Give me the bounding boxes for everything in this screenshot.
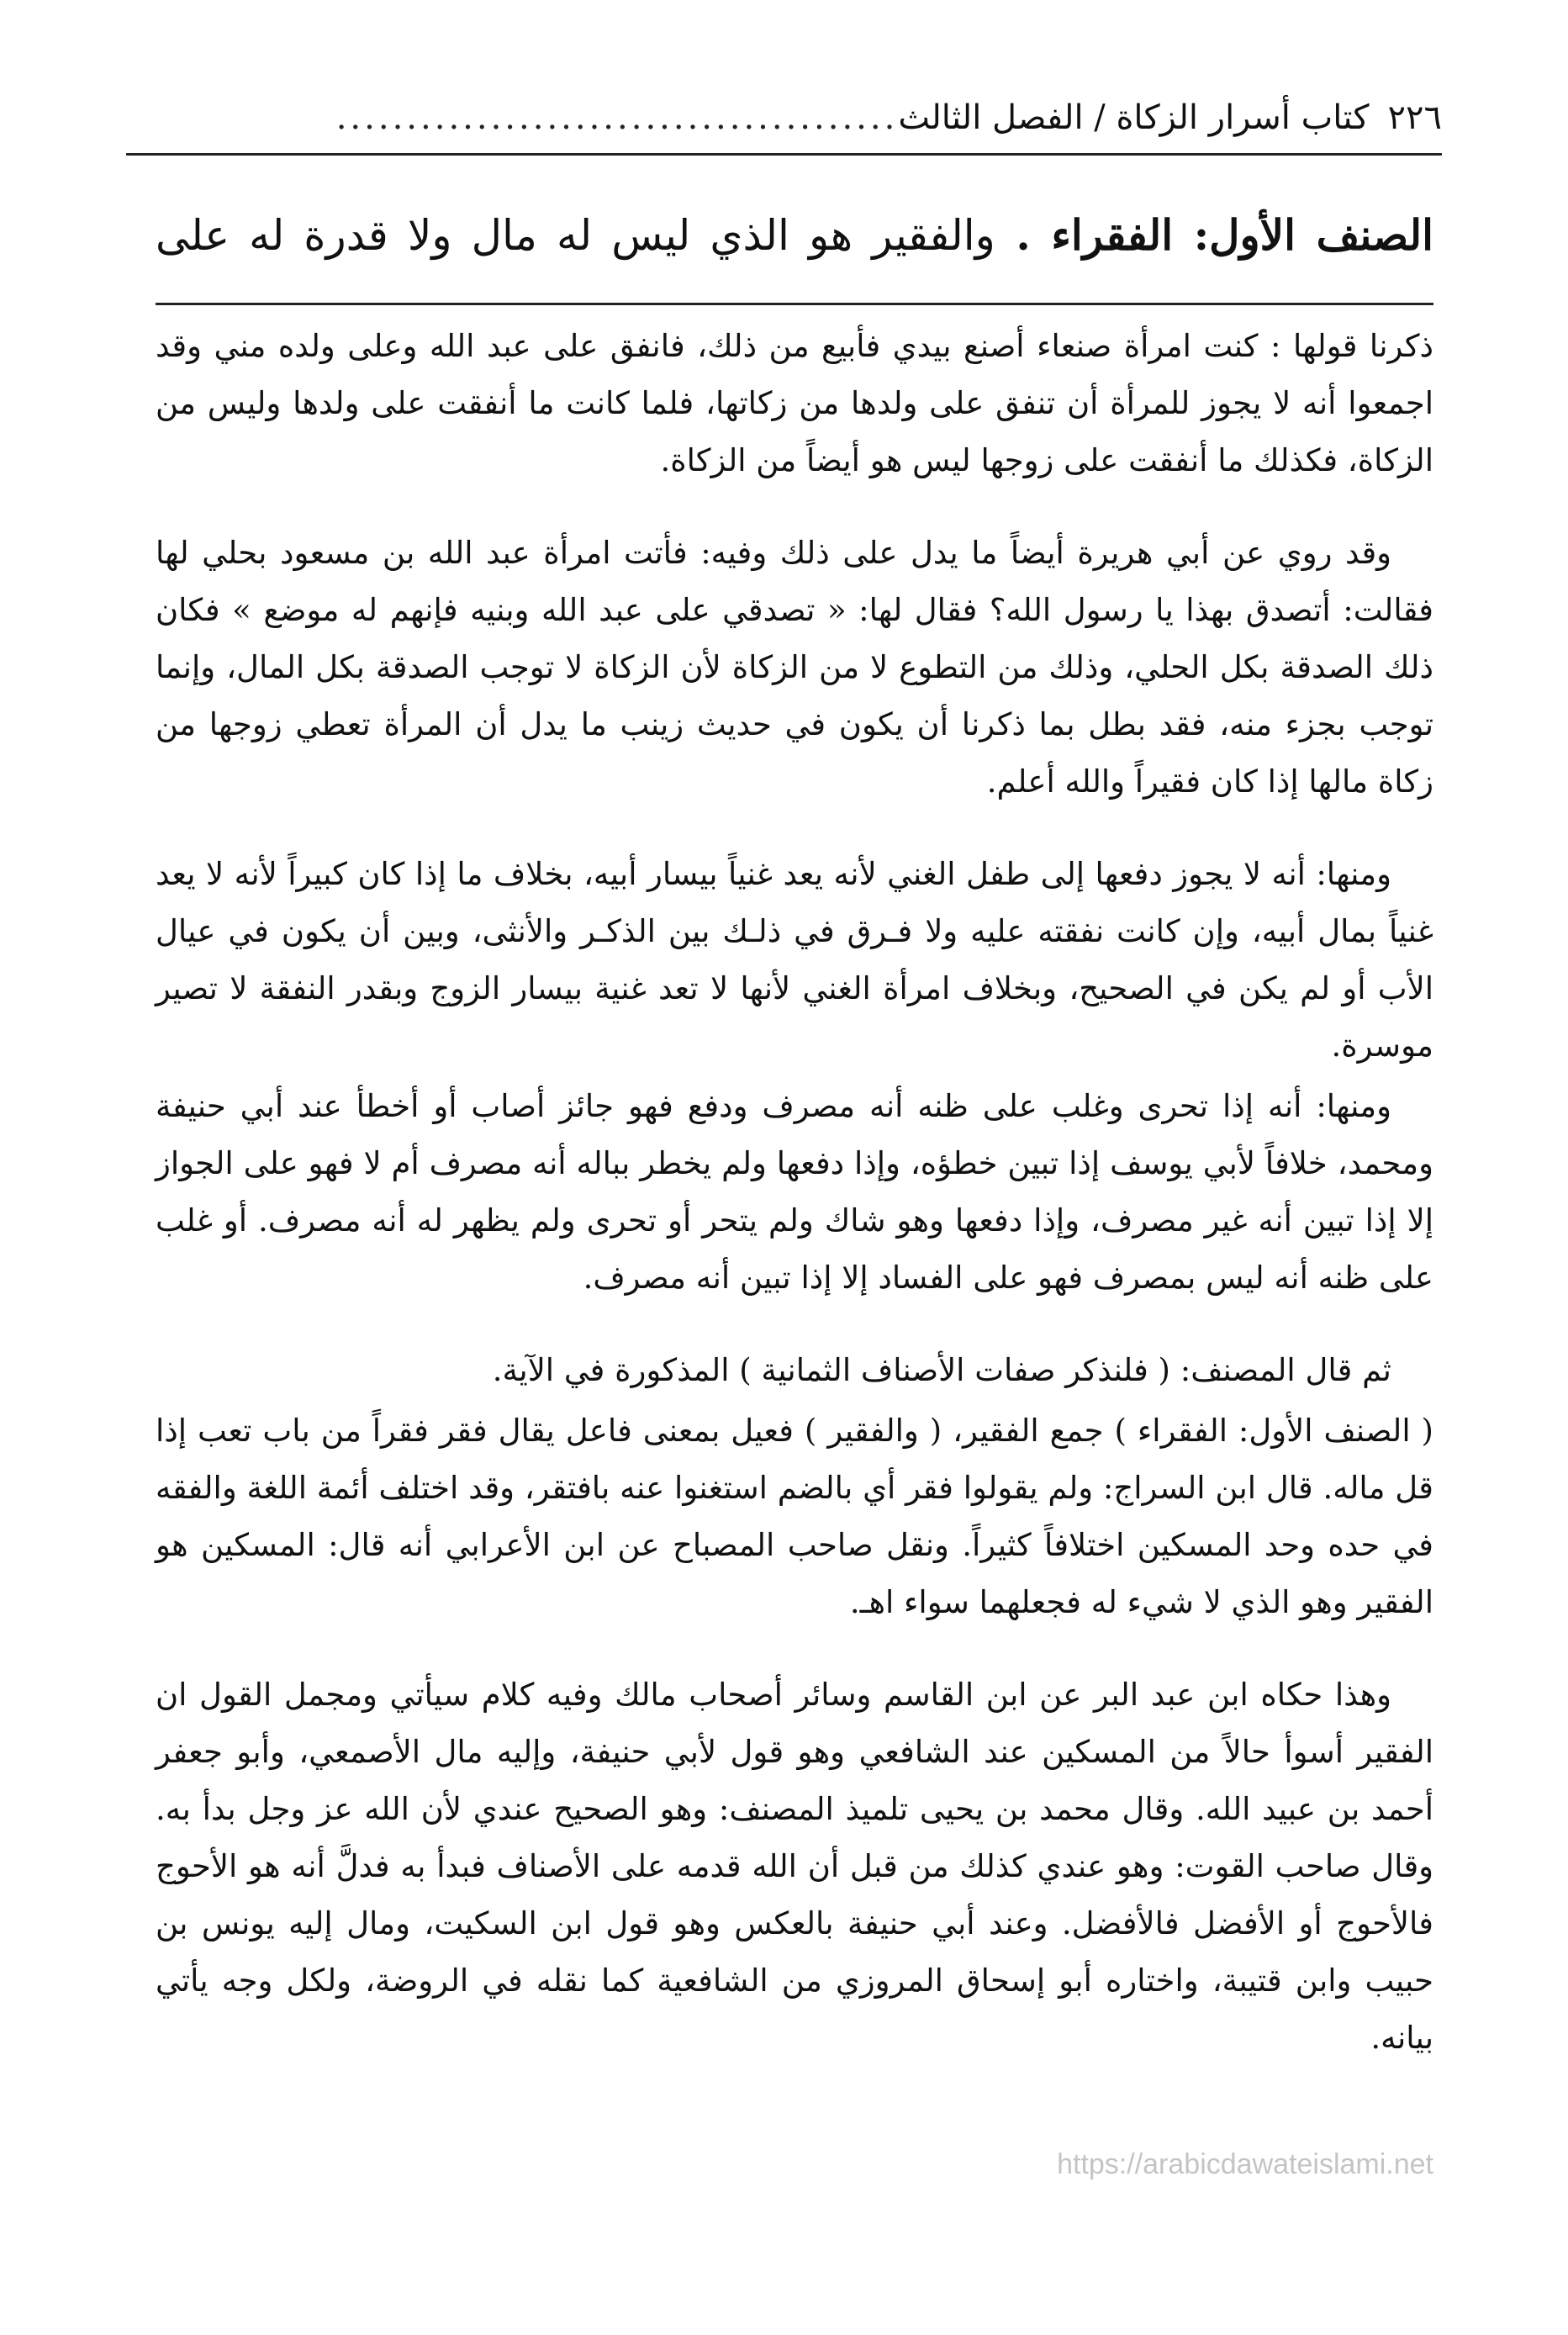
paragraph: ذكرنا قولها : كنت امرأة صنعاء أصنع بيدي فأبيع من ذلك، فانفق على عبد الله وعلى ولده مني وقد اجمعوا أنه لا يجوز للمرأة أن تنفق على ولدها من زكاتها، فلما كانت ما أنفقت على ولدها وليس من الزكاة، فكذلك ما أنفقت على زوجها ليس هو أيضاً من الزكاة. bbox=[156, 328, 1433, 478]
main-text-heading: الصنف الأول: الفقراء . bbox=[1016, 210, 1433, 260]
paragraph: ومنها: أنه لا يجوز دفعها إلى طفل الغني لأنه يعد غنياً بيسار أبيه، بخلاف ما إذا كان كبيراً لأنه لا يعد غنياً بمال أبيه، وإن كانت نفقته عليه ولا فـرق في ذلـك بين الذكـر والأنثى، وبين أن يكون في عيال الأب أو لم يكن في الصحيح، وبخلاف امرأة الغني لأنها لا تعد غنية بيسار الزوج وبقدر النفقة لا تصير موسرة. bbox=[156, 856, 1433, 1064]
header-rule bbox=[126, 153, 1442, 156]
paragraph: وهذا حكاه ابن عبد البر عن ابن القاسم وسائر أصحاب مالك وفيه كلام سيأتي ومجمل القول ان الفقير أسوأ حالاً من المسكين عند الشافعي وهو قول لأبي حنيفة، وإليه مال الأصمعي، وأبو جعفر أحمد بن عبيد الله. وقال محمد بن يحيى تلميذ المصنف: وهو الصحيح عندي لأن الله عز وجل بدأ به. وقال صاحب القوت: وهو عندي كذلك من قبل أن الله قدمه على الأصناف فبدأ به فدلَّ أنه هو الأحوج فالأحوج أو الأفضل فالأفضل. وعند أبي حنيفة بالعكس وهو قول ابن السكيت، ومال إليه يونس بن حبيب وابن قتيبة، واختاره أبو إسحاق المروزي من الشافعية كما نقله في الروضة، ولكل وجه يأتي بيانه. bbox=[156, 1677, 1434, 2056]
main-text-rest: والفقير هو الذي ليس له مال ولا قدرة له على bbox=[156, 211, 995, 260]
paragraph: ومنها: أنه إذا تحرى وغلب على ظنه أنه مصرف ودفع فهو جائز أصاب أو أخطأ عند أبي حنيفة ومحمد، خلافاً لأبي يوسف إذا تبين خطؤه، وإذا دفعها ولم يخطر بباله أنه مصرف أم لا فهو على الجواز إلا إذا تبين أنه غير مصرف، وإذا دفعها وهو شاك ولم يتحر أو تحرى ولم يظهر له أنه مصرف. أو غلب على ظنه أنه ليس بمصرف فهو على الفساد إلا إذا تبين أنه مصرف. bbox=[156, 1088, 1433, 1296]
paragraph: ثم قال المصنف: ( فلنذكر صفات الأصناف الثمانية ) المذكورة في الآية. bbox=[492, 1352, 1391, 1388]
commentary-body bbox=[156, 318, 1433, 2067]
chapter-title: كتاب أسرار الزكاة / الفصل الثالث bbox=[898, 98, 1370, 137]
paragraph: ( الصنف الأول: الفقراء ) جمع الفقير، ( والفقير ) فعيل بمعنى فاعل يقال فقر فقراً من باب تعب إذا قل ماله. قال ابن السراج: ولم يقولوا فقر أي بالضم استغنوا عنه بافتقر، وقد اختلف أئمة اللغة والفقه في حده وحد المسكين اختلافاً كثيراً. ونقل صاحب المصباح عن ابن الأعرابي أنه قال: المسكين هو الفقير وهو الذي لا شيء له فجعلهما سواء اهـ. bbox=[156, 1413, 1433, 1620]
running-header bbox=[126, 88, 1442, 147]
separator-rule bbox=[156, 303, 1433, 305]
main-text-line bbox=[156, 198, 1433, 273]
header-leader-dots: ........................................ bbox=[335, 98, 899, 137]
page-number: ٢٢٦ bbox=[1387, 98, 1442, 137]
paragraph: وقد روي عن أبي هريرة أيضاً ما يدل على ذلك وفيه: فأتت امرأة عبد الله بن مسعود بحلي لها فقالت: أتصدق بهذا يا رسول الله؟ فقال لها: « تصدقي على عبد الله وبنيه فإنهم له موضع » فكان ذلك الصدقة بكل الحلي، وذلك من التطوع لا من الزكاة لأن الزكاة لا توجب الصدقة بكل المال، وإنما توجب بجزء منه، فقد بطل بما ذكرنا أن يكون في حديث زينب ما يدل أن المرأة تعطي زوجها من زكاة مالها إذا كان فقيراً والله أعلم. bbox=[156, 535, 1433, 800]
watermark-url: https://arabicdawateislami.net bbox=[1057, 2148, 1433, 2180]
